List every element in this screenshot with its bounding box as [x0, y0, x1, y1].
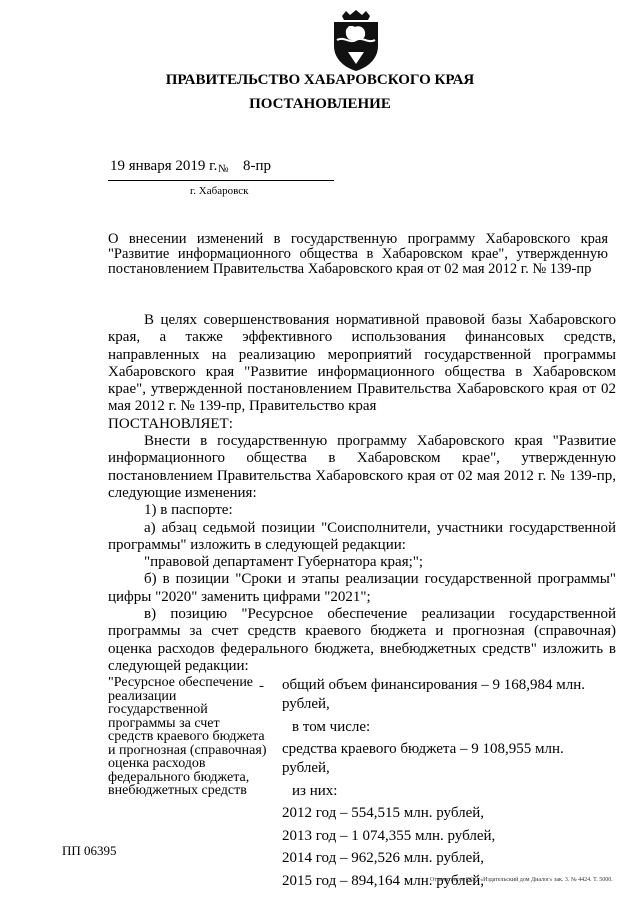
- document-date: 19 января 2019 г.: [110, 158, 218, 174]
- item-1: 1) в паспорте:: [144, 502, 233, 519]
- table-dash: -: [259, 678, 264, 694]
- document-type-title: ПОСТАНОВЛЕНИЕ: [249, 96, 391, 112]
- item-b: б) в позиции "Сроки и этапы реализации государственной программы" цифры "2020" заменить цифрами "2021";: [108, 571, 616, 605]
- printer-note: Отпечатано в ООО «Издательский дом Диалог» зак. 3. № 4424. Т. 5000.: [430, 877, 613, 883]
- financing-2014: 2014 год – 962,526 млн. рублей,: [282, 850, 485, 866]
- financing-including: в том числе:: [292, 718, 371, 735]
- intro-paragraph: Внести в государственную программу Хабаровского края "Развитие информационного общества в Хабаровском крае", утвержденную постановлением Правительства Хабаровского края от 02 мая 2012 г. № 139-пр, следующие изменения:: [108, 433, 616, 501]
- preamble-paragraph: В целях совершенствования нормативной правовой базы Хабаровского края, а также эффективного использования финансовых средств, направленных на реализацию мероприятий государственной программы Хабаровского края "Развитие информационного общества в Хабаровском крае", утвержденной постановлением Правительства Хабаровского края от 02 мая 2012 г. № 139-пр, Правительство края: [108, 312, 616, 415]
- number-label: №: [218, 163, 229, 175]
- document-city: г. Хабаровск: [190, 185, 249, 197]
- document-number: 8-пр: [243, 158, 272, 174]
- government-title: ПРАВИТЕЛЬСТВО ХАБАРОВСКОГО КРАЯ: [165, 72, 475, 88]
- document-subject: О внесении изменений в государственную программу Хабаровского края "Развитие информационного общества в Хабаровском крае", утвержденную постановлением Правительства Хабаровского края от 02 мая 2012 г. № 139-пр: [108, 231, 608, 277]
- document-code: ПП 06395: [62, 843, 117, 858]
- item-a: а) абзац седьмой позиции "Соисполнители, участники государственной программы" изложить в следующей редакции:: [108, 519, 616, 553]
- financing-2015: 2015 год – 894,164 млн. рублей,: [282, 872, 485, 889]
- decree-word: ПОСТАНОВЛЯЕТ:: [108, 415, 233, 432]
- financing-regional: средства краевого бюджета – 9 108,955 млн. рублей,: [282, 741, 564, 776]
- financing-2012: 2012 год – 554,515 млн. рублей,: [282, 805, 485, 821]
- table-right-cell: [282, 676, 612, 894]
- date-underline: [108, 180, 334, 181]
- document-body: [108, 312, 616, 675]
- item-a-text: "правовой департамент Губернатора края;";: [144, 554, 424, 571]
- table-left-cell: "Ресурсное обеспечение реализации государственной программы за счет средств краевого бюджета и прогнозная (справочная) оценка расходов федерального бюджета, внебюджетных средств: [108, 675, 267, 798]
- financing-of-which: из них:: [292, 782, 338, 799]
- financing-2013: 2013 год – 1 074,355 млн. рублей,: [282, 827, 496, 844]
- financing-total: общий объем финансирования – 9 168,984 млн. рублей,: [282, 677, 586, 712]
- khabarovsk-crest-icon: [328, 10, 384, 72]
- item-c: в) позицию "Ресурсное обеспечение реализации государственной программы за счет средств краевого бюджета и прогнозная (справочная) оценка расходов федерального бюджета, внебюджетных средств" изложить в следующей редакции:: [108, 606, 616, 674]
